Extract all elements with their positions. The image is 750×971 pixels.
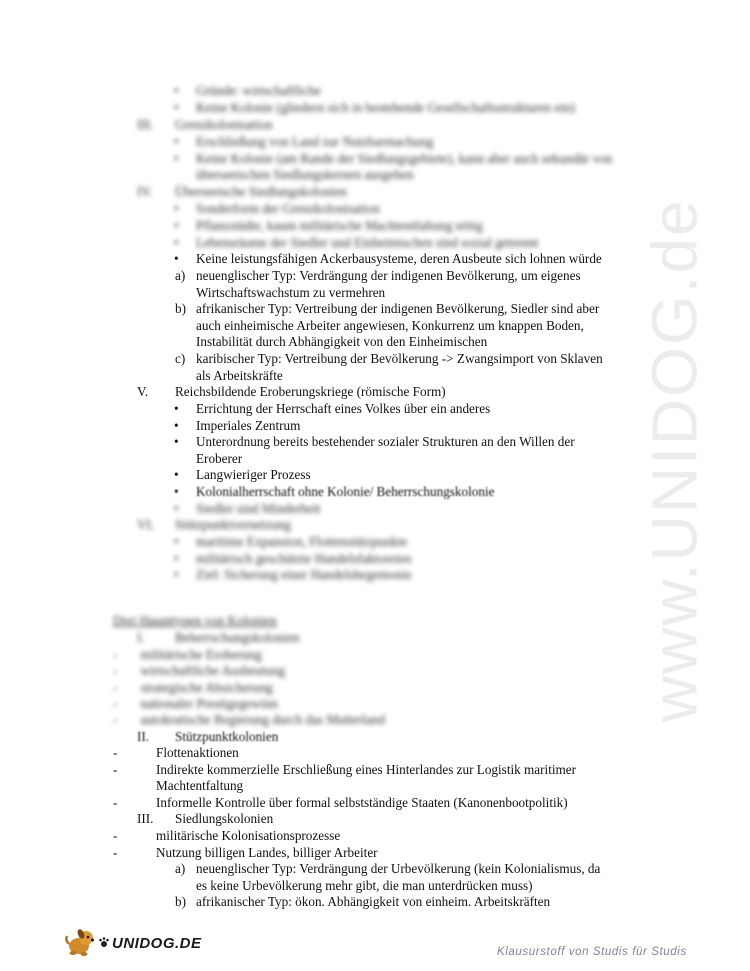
bullet-item: • Unterordnung bereits bestehender sozialer Strukturen an den Willen der xyxy=(196,434,575,451)
list-text: es keine Urbevölkerung mehr gibt, die man unterdrücken muss) xyxy=(196,878,533,893)
list-text: Instabilität durch Abhängigkeit von den Einheimischen xyxy=(196,334,488,349)
bullet-continuation: Eroberer xyxy=(196,451,243,466)
blurred-numeral: IV. xyxy=(137,184,153,199)
list-label: a) xyxy=(175,268,186,283)
dash-item: Flottenaktionen xyxy=(156,745,239,760)
blurred-line: • Lebensräume der Siedler und Einheimischen sind sozial getrennt xyxy=(196,235,538,252)
blurred-line: - militärische Eroberung xyxy=(113,647,262,662)
section-numeral: V. xyxy=(137,384,149,399)
dog-icon xyxy=(64,925,98,964)
blurred-numeral: VI. xyxy=(137,517,155,532)
blurred-line: Grenzkolonisation xyxy=(175,117,273,132)
blurred-line: • Siedler sind Minderheit xyxy=(196,501,321,518)
list-text: auch einheimische Arbeiter angewiesen, Konkurrenz um knappen Boden, xyxy=(196,318,584,333)
blurred-heading: Drei Haupttypen von Kolonien xyxy=(113,613,277,628)
footer-tagline: Klausurstoff von Studis für Studis xyxy=(497,946,687,958)
blurred-line: • Keine Kolonie (am Rande der Siedlungsgebiete), kann aber auch sekundär von xyxy=(196,151,612,168)
blurred-line: - nationaler Prestigegewinn xyxy=(113,696,278,711)
bullet-item: • Kolonialherrschaft ohne Kolonie/ Beherrschungskolonie xyxy=(196,484,494,501)
blurred-line: - wirtschaftliche Ausbeutung xyxy=(113,663,286,678)
watermark xyxy=(610,198,740,722)
dash-marker: - xyxy=(113,828,118,843)
dash-marker: - xyxy=(113,795,118,810)
bullet-item: • Errichtung der Herrschaft eines Volkes über ein anderes xyxy=(196,401,490,418)
list-label: b) xyxy=(175,301,186,316)
list-text: afrikanischer Typ: ökon. Abhängigkeit von einheim. Arbeitskräften xyxy=(196,894,551,909)
dash-marker: - xyxy=(113,762,118,777)
list-text: karibischer Typ: Vertreibung der Bevölkerung -> Zwangsimport von Sklaven xyxy=(196,351,603,366)
section-numeral: II. xyxy=(137,729,150,744)
bullet-item: • Keine leistungsfähigen Ackerbausysteme, deren Ausbeute sich lohnen würde xyxy=(196,251,602,268)
dash-marker: - xyxy=(113,745,118,760)
blurred-text: strategische Absicherung xyxy=(140,680,273,695)
unidog-logo[interactable] xyxy=(64,926,202,962)
list-text: afrikanischer Typ: Vertreibung der indigenen Bevölkerung, Siedler sind aber xyxy=(196,301,600,316)
dash-item: Indirekte kommerzielle Erschließung eines Hinterlandes zur Logistik maritimer xyxy=(156,762,577,777)
blurred-line: Stützpunktvernetzung xyxy=(175,517,291,532)
blurred-text: autokratische Regierung durch das Mutterland xyxy=(140,712,386,727)
blurred-line: - strategische Absicherung xyxy=(113,680,273,695)
blurred-line: Überseeische Siedlungskolonien xyxy=(175,184,347,199)
blurred-text: militärische Eroberung xyxy=(140,647,262,662)
list-text: neuenglischer Typ: Verdrängung der Urbevölkerung (kein Kolonialismus, da xyxy=(196,861,601,876)
blurred-line: • Erschließung von Land zur Nutzbarmachung xyxy=(196,134,433,151)
bullet-item: • Langwieriger Prozess xyxy=(196,467,311,484)
section-heading: Siedlungskolonien xyxy=(175,811,274,826)
list-text: als Arbeitskräfte xyxy=(196,368,283,383)
list-text: neuenglischer Typ: Verdrängung der indigenen Bevölkerung, um eigenes xyxy=(196,268,581,283)
dash-item: militärische Kolonisationsprozesse xyxy=(156,828,341,843)
blurred-line: Beherrschungskolonien xyxy=(175,630,300,645)
list-label: a) xyxy=(175,861,186,876)
watermark-text: www.UNIDOG.de xyxy=(638,198,711,722)
section-heading: Reichsbildende Eroberungskriege (römische Form) xyxy=(175,384,446,399)
list-label: c) xyxy=(175,351,186,366)
bullet-item: • Imperiales Zentrum xyxy=(196,418,300,435)
dash-item-continuation: Machtentfaltung xyxy=(156,778,244,793)
logo-text: UNIDOG.DE xyxy=(112,934,202,952)
blurred-numeral: I. xyxy=(137,630,145,645)
blurred-line: überseeischen Siedlungskernen ausgehen xyxy=(196,167,414,182)
paw-icon xyxy=(98,936,110,953)
blurred-line: • Keine Kolonie (gliedern sich in bestehende Gesellschaftsstrukturen ein) xyxy=(196,100,575,117)
dash-marker: - xyxy=(113,845,118,860)
blurred-line: • Ziel: Sicherung einer Handelshegemonie xyxy=(196,567,412,584)
dash-item: Nutzung billigen Landes, billiger Arbeiter xyxy=(156,845,378,860)
blurred-line: - autokratische Regierung durch das Mutterland xyxy=(113,712,386,727)
blurred-text: wirtschaftliche Ausbeutung xyxy=(140,663,286,678)
list-text: Wirtschaftswachstum zu vermehren xyxy=(196,285,386,300)
blurred-line: • Gründe: wirtschaftliche xyxy=(196,83,321,100)
blurred-line: • Sonderform der Grenzkolonisation xyxy=(196,201,380,218)
blurred-text: nationaler Prestigegewinn xyxy=(140,696,278,711)
blurred-line: • Pflanzstädte, kaum militärische Machtentfaltung nötig xyxy=(196,218,483,235)
blurred-line: • maritime Expansion, Flottenstützpunkte xyxy=(196,534,407,551)
blurred-numeral: III. xyxy=(137,117,154,132)
section-heading: Stützpunktkolonien xyxy=(175,729,279,744)
blurred-line: • militärisch geschützte Handelsfaktoreien xyxy=(196,551,411,568)
section-numeral: III. xyxy=(137,811,154,826)
list-label: b) xyxy=(175,894,186,909)
dash-item: Informelle Kontrolle über formal selbstständige Staaten (Kanonenbootpolitik) xyxy=(156,795,568,810)
